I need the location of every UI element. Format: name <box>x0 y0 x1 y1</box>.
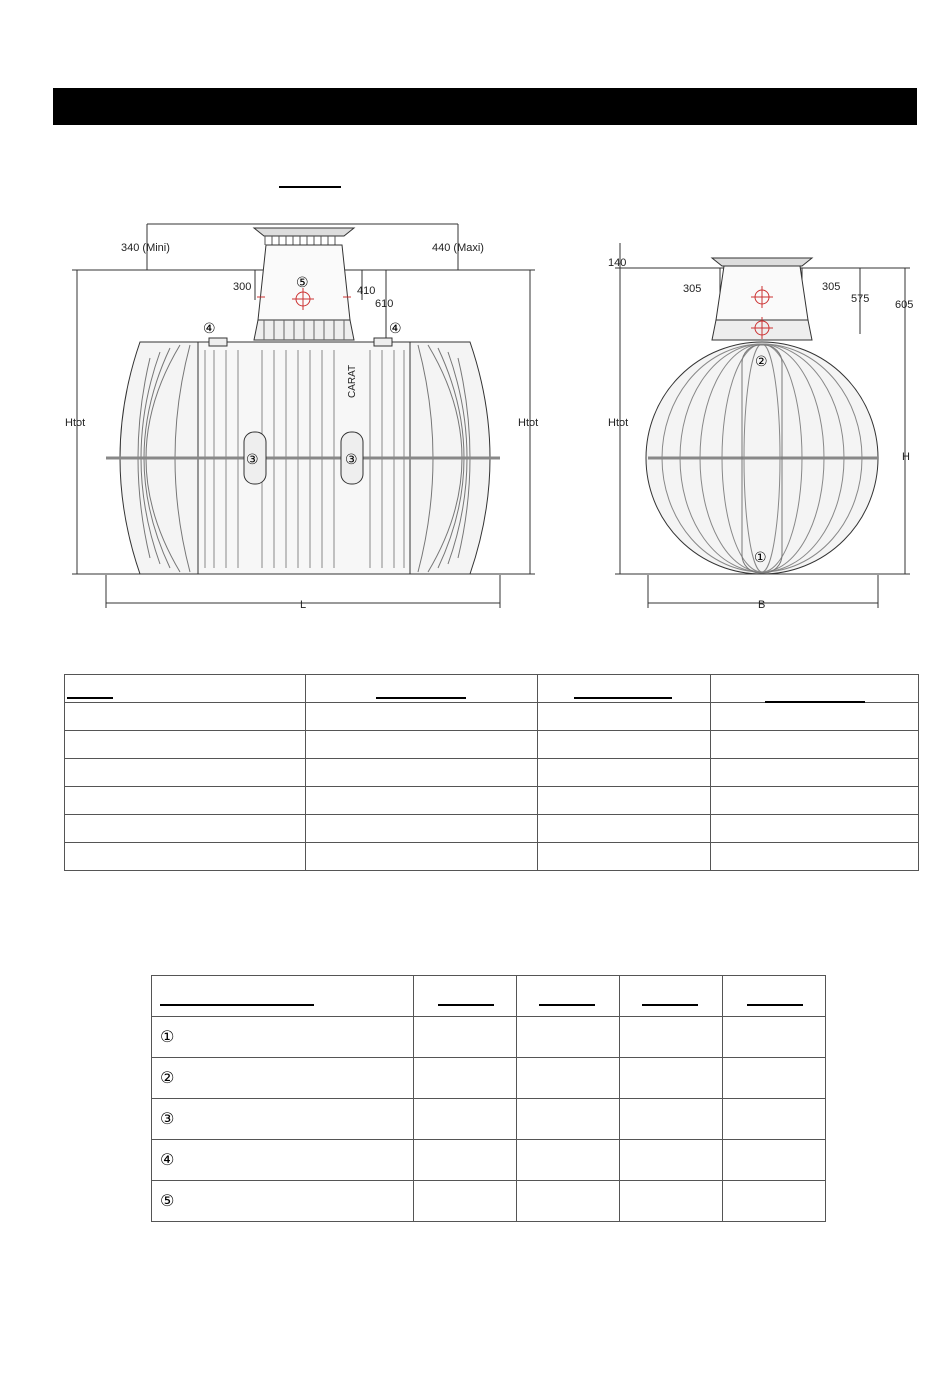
dim-mini: 340 (Mini) <box>121 242 170 254</box>
table-row <box>65 703 919 731</box>
table-row <box>152 1058 826 1099</box>
dim-610: 610 <box>375 298 394 310</box>
callout-3-left: ③ <box>246 452 259 468</box>
table-header-row <box>152 976 826 1017</box>
table-row <box>152 1099 826 1140</box>
table-row <box>65 731 919 759</box>
table-row <box>65 759 919 787</box>
callout-4-left: ④ <box>203 321 216 337</box>
row-marker-3: ③ <box>160 1109 175 1128</box>
dim-605: 605 <box>895 299 914 311</box>
dim-htot-left: Htot <box>65 417 86 429</box>
dim-h: H <box>902 451 910 463</box>
dim-htot-right: Htot <box>518 417 539 429</box>
callout-2: ② <box>755 354 768 370</box>
components-table <box>151 975 826 1222</box>
dim-l: L <box>300 599 307 611</box>
dim-maxi: 440 (Maxi) <box>432 242 484 254</box>
table-row <box>152 1181 826 1222</box>
table-row <box>65 843 919 871</box>
table-row <box>152 1140 826 1181</box>
callout-5: ⑤ <box>296 275 309 291</box>
dim-305-right: 305 <box>822 281 841 293</box>
callout-3-right: ③ <box>345 452 358 468</box>
dim-410: 410 <box>357 285 376 297</box>
dimensions-table <box>64 674 919 871</box>
callout-4-right: ④ <box>389 321 402 337</box>
row-marker-1: ① <box>160 1027 175 1046</box>
table-row <box>152 1017 826 1058</box>
callout-1: ① <box>754 550 767 566</box>
table-row <box>65 787 919 815</box>
tank-marking: CARAT <box>347 364 358 398</box>
dim-305-left: 305 <box>683 283 702 295</box>
dim-b: B <box>758 599 766 611</box>
technical-drawing <box>0 0 950 660</box>
dim-300: 300 <box>233 281 252 293</box>
row-marker-4: ④ <box>160 1150 175 1169</box>
table-row <box>65 815 919 843</box>
table-header-row <box>65 675 919 703</box>
row-marker-5: ⑤ <box>160 1191 175 1210</box>
row-marker-2: ② <box>160 1068 175 1087</box>
dim-htot-sphere: Htot <box>608 417 629 429</box>
dim-140: 140 <box>608 257 627 269</box>
dim-575: 575 <box>851 293 870 305</box>
